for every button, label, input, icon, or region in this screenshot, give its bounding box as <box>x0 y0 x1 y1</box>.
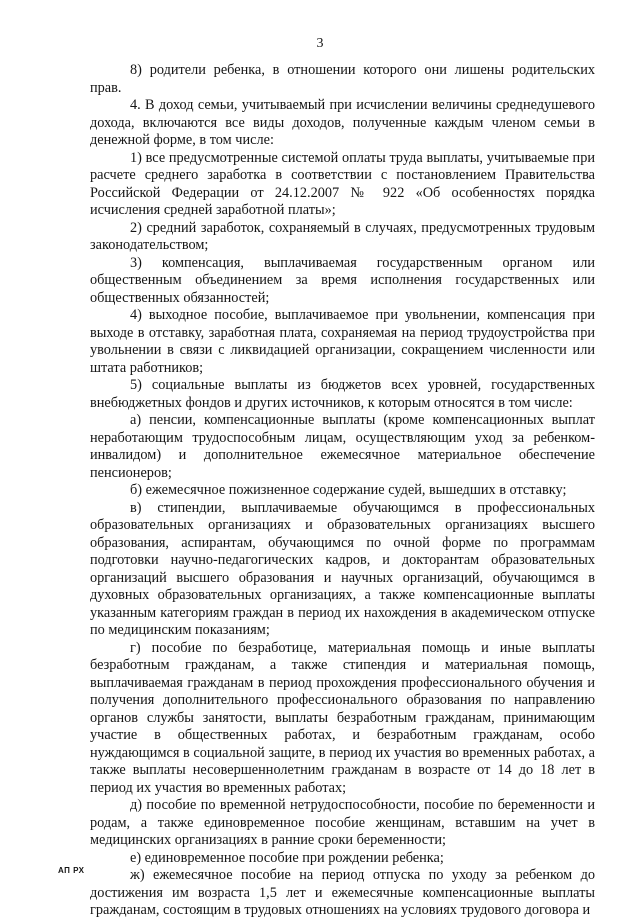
paragraph: 3) компенсация, выплачиваемая государственным органом или общественным объединением за время исполнения государственных или общественных обязанностей; <box>90 254 595 306</box>
paragraph: 5) социальные выплаты из бюджетов всех уровней, государственных внебюджетных фондов и других источников, к которым относятся в том числе: <box>90 377 595 411</box>
body-text <box>90 62 595 920</box>
paragraph: 8) родители ребенка, в отношении которого они лишены родительских прав. <box>90 62 595 96</box>
page-number: 3 <box>316 36 324 51</box>
paragraph: б) ежемесячное пожизненное содержание судей, вышедших в отставку; <box>130 482 567 498</box>
footer-code: АП РХ <box>58 866 85 875</box>
paragraph: 4. В доход семьи, учитываемый при исчислении величины среднедушевого дохода, включаются все виды доходов, полученные каждым членом семьи в денежной форме, в том числе: <box>90 97 595 148</box>
paragraph: ж) ежемесячное пособие на период отпуска по уходу за ребенком до достижения им возраста 1,5 лет и ежемесячные компенсационные выплаты гражданам, состоящим в трудовых отношениях на условиях трудового договора и <box>90 867 595 918</box>
paragraph: а) пенсии, компенсационные выплаты (кроме компенсационных выплат неработающим трудоспособным лицам, осуществляющим уход за ребенком-инвалидом) и дополнительное ежемесячное материальное обеспечение пенсионеров; <box>90 412 595 481</box>
paragraph: г) пособие по безработице, материальная помощь и иные выплаты безработным гражданам, а также стипендия и материальная помощь, выплачиваемая гражданам в период прохождения профессионального обучения и получения дополнительного профессионального образования по направлению органов службы занятости, выплаты безработным гражданам, принимающим участие в общественных работах, и безработным гражданам, особо нуждающимся в социальной защите, в период их участия во временных работах, а также выплаты несовершеннолетним гражданам в возрасте от 14 до 18 лет в период их участия во временных работах; <box>90 639 595 796</box>
paragraph: 4) выходное пособие, выплачиваемое при увольнении, компенсация при выходе в отставку, заработная плата, сохраняемая на период трудоустройства при увольнении в связи с ликвидацией организации, сокращением численности или штата работников; <box>90 307 595 376</box>
paragraph: д) пособие по временной нетрудоспособности, пособие по беременности и родам, а также единовременное пособие женщинам, вставшим на учет в медицинских организациях в ранние сроки беременности; <box>90 797 595 848</box>
paragraph: е) единовременное пособие при рождении ребенка; <box>130 849 444 866</box>
paragraph: 2) средний заработок, сохраняемый в случаях, предусмотренных трудовым законодательством; <box>90 219 595 253</box>
paragraph: 1) все предусмотренные системой оплаты труда выплаты, учитываемые при расчете среднего заработка в соответствии с постановлением Правительства Российской Федерации от 24.12.2007 № 922 «Об особенностях порядка исчисления средней заработной платы»; <box>90 149 595 218</box>
paragraph: в) стипендии, выплачиваемые обучающимся в профессиональных образовательных организациях и образовательных организациях высшего образования, аспирантам, обучающимся по очной форме по программам подготовки научно-педагогических кадров, и докторантам образовательных организаций высшего образования и научных организаций, обучающимся в духовных образовательных организациях, а также компенсационные выплаты указанным категориям граждан в период их нахождения в академическом отпуске по медицинским показаниям; <box>90 499 595 638</box>
